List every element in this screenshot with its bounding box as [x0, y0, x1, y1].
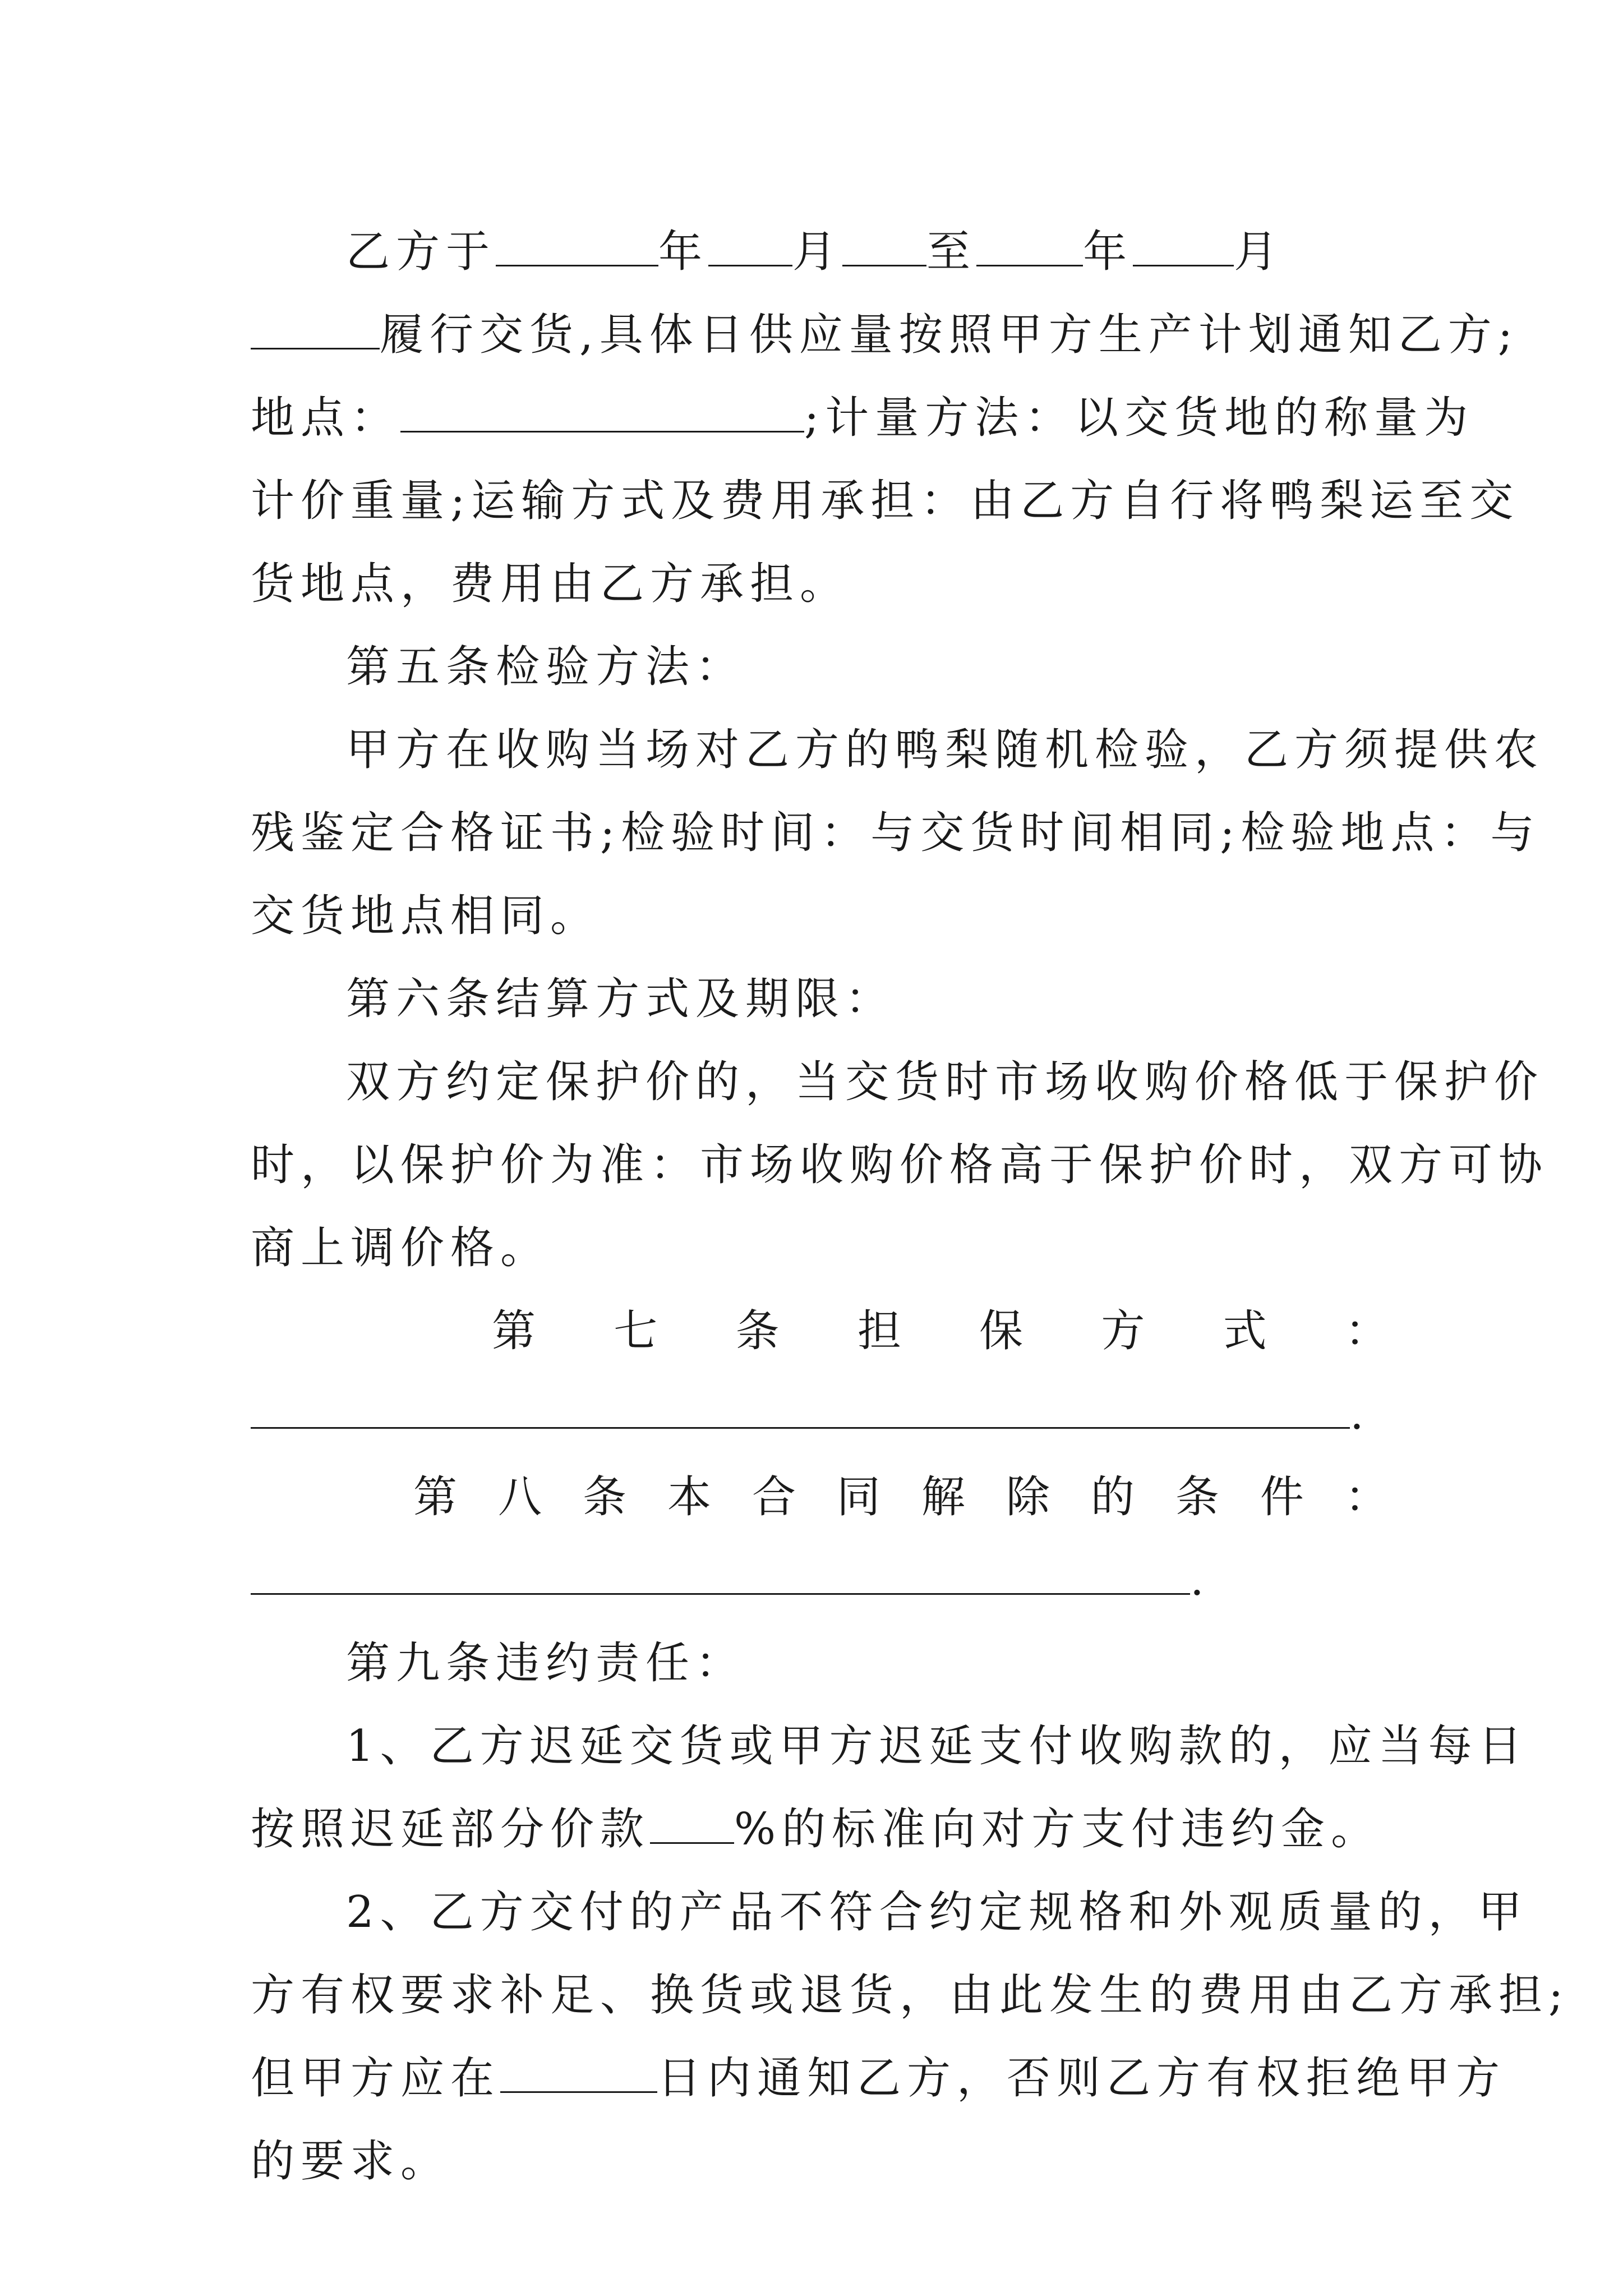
article-6-line-1: 双方约定保护价的，当交货时市场收购价格低于保护价 — [346, 1057, 1544, 1107]
text-segment: 地点： — [251, 393, 401, 443]
title-char: 本 — [667, 1472, 717, 1522]
text-segment: 月 — [1234, 227, 1284, 277]
title-char: 条 — [582, 1472, 633, 1522]
text-segment: ;计量方法：以交货地的称量为 — [804, 393, 1474, 443]
blank-field[interactable] — [400, 392, 804, 432]
title-char: 解 — [921, 1472, 971, 1522]
article-5-title: 第五条检验方法： — [346, 642, 746, 692]
blank-field[interactable] — [842, 226, 926, 266]
article-9-item-2-line-4: 的要求。 — [251, 2136, 451, 2187]
title-char: 担 — [857, 1306, 907, 1356]
delivery-line-1 — [251, 210, 1395, 293]
title-char: 八 — [497, 1472, 548, 1522]
delivery-line-5: 货地点，费用由乙方承担。 — [251, 559, 850, 609]
blank-field[interactable] — [650, 1803, 734, 1844]
text-segment: 年 — [1083, 227, 1133, 277]
blank-field[interactable] — [496, 226, 658, 266]
text-segment: 日内通知乙方，否则乙方有权拒绝甲方 — [657, 2053, 1506, 2104]
blank-field[interactable] — [251, 309, 380, 349]
text-segment: . — [1350, 1389, 1370, 1439]
text-segment: . — [1190, 1555, 1210, 1605]
title-char: 七 — [614, 1306, 664, 1356]
text-segment: 按照迟延部分价款 — [251, 1804, 651, 1855]
text-segment: 年 — [658, 227, 709, 277]
blank-field[interactable] — [1133, 226, 1234, 266]
article-5-line-2: 残鉴定合格证书;检验时间：与交货时间相同;检验地点：与 — [251, 808, 1541, 858]
article-9-item-2-line-2: 方有权要求补足、换货或退货，由此发生的费用由乙方承担; — [251, 1970, 1570, 2021]
article-9-item-1-line-2 — [251, 1788, 1395, 1871]
title-char: 第 — [492, 1306, 542, 1356]
article-8-title — [251, 1456, 1395, 1539]
title-char: 同 — [836, 1472, 887, 1522]
delivery-line-2 — [251, 293, 1519, 376]
title-char: 保 — [979, 1306, 1030, 1356]
article-9-item-2-line-1: 2、乙方交付的产品不符合约定规格和外观质量的，甲 — [346, 1887, 1528, 1938]
title-char: ： — [1344, 1472, 1395, 1522]
title-char: 方 — [1101, 1306, 1151, 1356]
article-5-line-3: 交货地点相同。 — [251, 891, 601, 941]
article-6-line-2: 时，以保护价为准：市场收购价格高于保护价时，双方可协 — [251, 1140, 1549, 1190]
article-7-title — [251, 1290, 1395, 1373]
blank-field[interactable] — [500, 2052, 657, 2093]
article-9-title: 第九条违约责任： — [346, 1638, 746, 1688]
article-8-blank-line — [251, 1539, 1395, 1622]
title-char: 合 — [751, 1472, 802, 1522]
blank-field[interactable] — [251, 1377, 1350, 1429]
article-9-item-1-line-1: 1、乙方迟延交货或甲方迟延支付收购款的，应当每日 — [346, 1721, 1528, 1772]
title-char: 件 — [1260, 1472, 1310, 1522]
article-7-blank-line — [251, 1373, 1395, 1456]
delivery-line-3 — [251, 376, 1474, 459]
document-body — [251, 210, 1570, 2203]
text-segment: 至 — [926, 227, 977, 277]
text-segment: 但甲方应在 — [251, 2053, 501, 2104]
article-5-line-1: 甲方在收购当场对乙方的鸭梨随机检验，乙方须提供农 — [346, 725, 1544, 775]
title-char: 条 — [735, 1306, 786, 1356]
title-char: 第 — [413, 1472, 464, 1522]
text-segment: %的标准向对方支付违约金。 — [734, 1804, 1381, 1855]
title-char: 除 — [1006, 1472, 1056, 1522]
text-segment: 月 — [792, 227, 843, 277]
text-segment: 乙方于 — [346, 227, 496, 277]
title-char: 式 — [1223, 1306, 1273, 1356]
title-char: 条 — [1175, 1472, 1225, 1522]
blank-field[interactable] — [976, 226, 1083, 266]
title-char: ： — [1344, 1306, 1395, 1356]
title-char: 的 — [1090, 1472, 1141, 1522]
blank-field[interactable] — [708, 226, 792, 266]
text-segment: 履行交货,具体日供应量按照甲方生产计划通知乙方; — [380, 310, 1519, 360]
blank-field[interactable] — [251, 1543, 1190, 1595]
delivery-line-4: 计价重量;运输方式及费用承担：由乙方自行将鸭梨运至交 — [251, 476, 1520, 526]
article-6-title: 第六条结算方式及期限： — [346, 974, 896, 1024]
article-9-item-2-line-3 — [251, 2037, 1506, 2120]
article-6-line-3: 商上调价格。 — [251, 1223, 551, 1273]
